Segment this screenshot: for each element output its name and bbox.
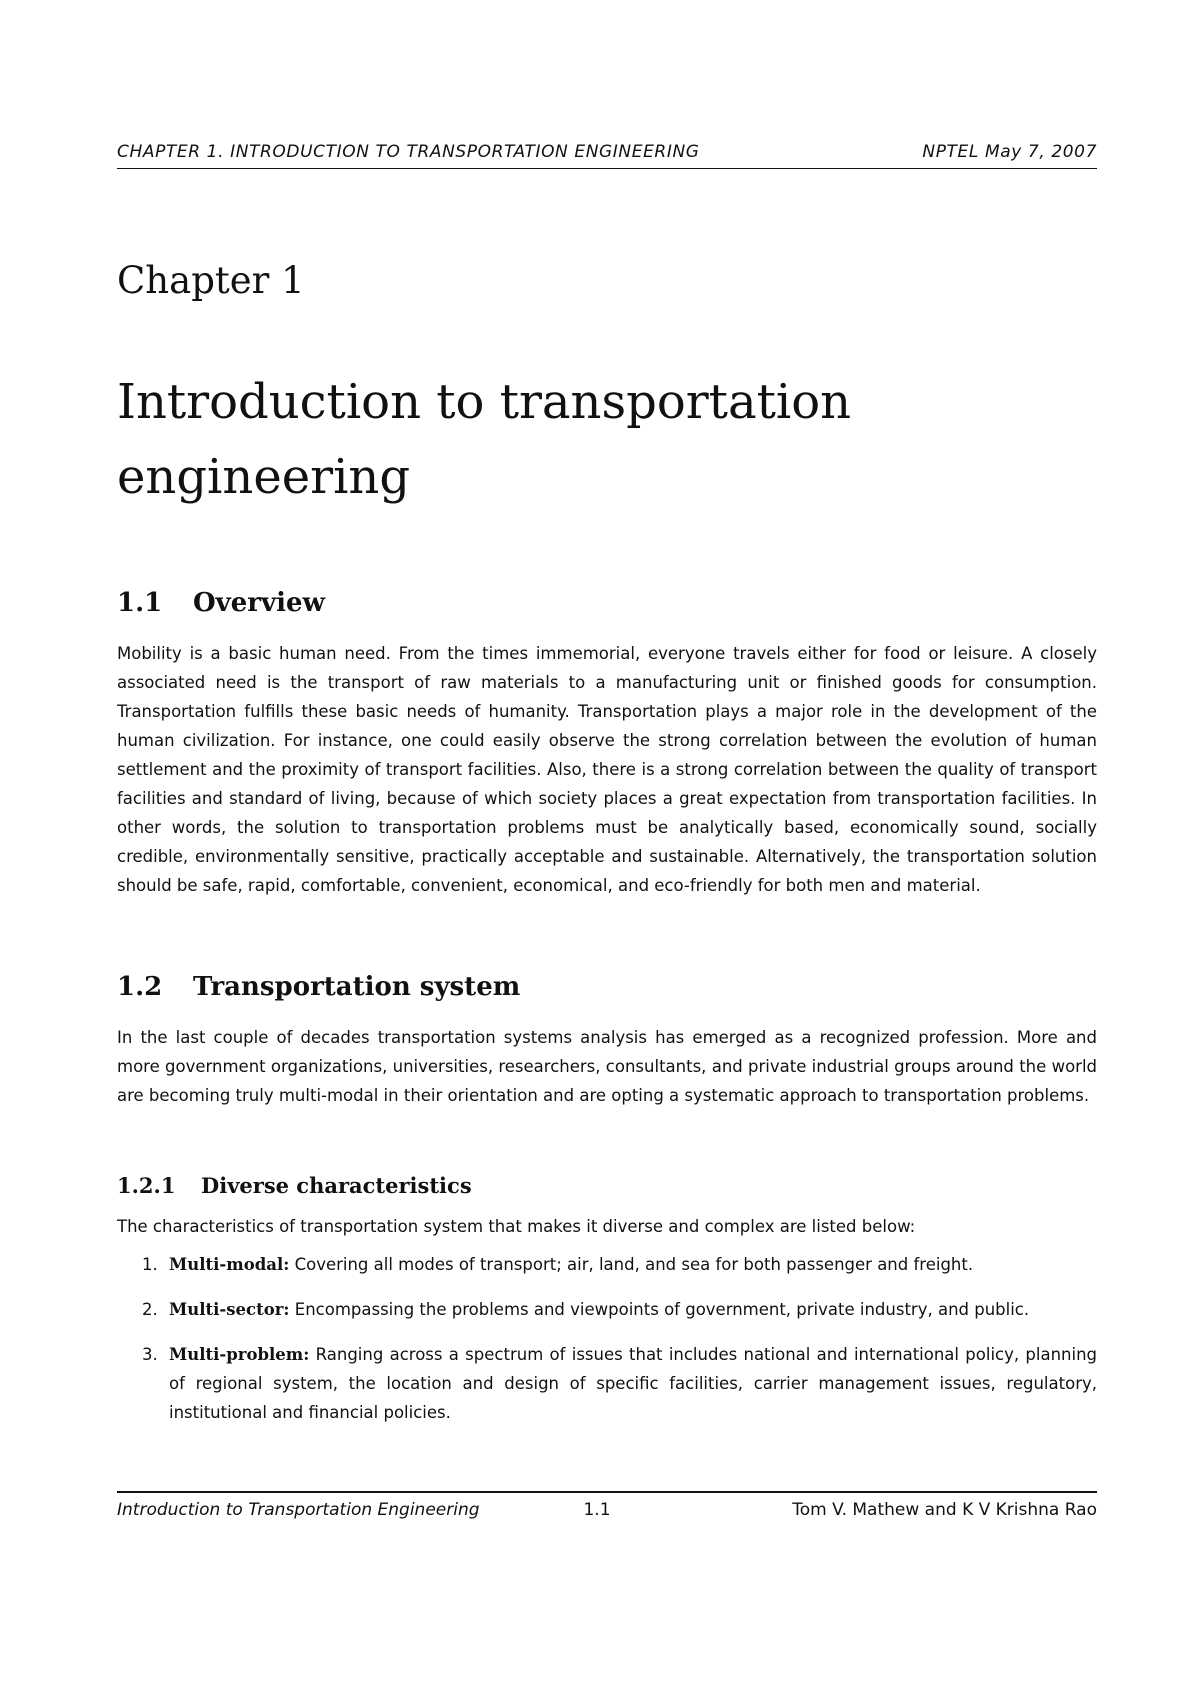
- chapter-title: Introduction to transportation engineering: [117, 374, 852, 505]
- chapter-label: Chapter 1: [117, 259, 305, 302]
- transportation-system-paragraph: In the last couple of decades transportation systems analysis has emerged as a recognized profession. More and more government organizations, universities, researchers, consultants, and private industrial groups around the world are becoming truly multi-modal in their orientation and are opting a systematic approach to transportation problems.: [117, 1028, 1097, 1105]
- section-title: Overview: [193, 588, 325, 618]
- overview-paragraph: Mobility is a basic human need. From the times immemorial, everyone travels either for food or leisure. A closely associated need is the transport of raw materials to a manufacturing unit or finished goods for consumption. Transportation fulfills these basic needs of humanity. Transportation plays a major role in the development of the human civilization. For instance, one could easily observe the strong correlation between the evolution of human settlement and the proximity of transport facilities. Also, there is a strong correlation between the quality of transport facilities and standard of living, because of which society places a great expectation from transportation facilities. In other words, the solution to transportation problems must be analytically based, economically sound, socially credible, environmentally sensitive, practically acceptable and sustainable. Alternatively, the transportation solution should be safe, rapid, comfortable, convenient, economical, and eco-friendly for both men and material.: [117, 644, 1097, 895]
- subsection-number: 1.2.1: [117, 1173, 176, 1198]
- list-text: Covering all modes of transport; air, land, and sea for both passenger and freight.: [294, 1255, 974, 1274]
- running-header-date: NPTEL May 7, 2007: [922, 142, 1097, 162]
- section-number: 1.2: [117, 972, 163, 1002]
- list-item: [117, 1250, 1097, 1279]
- section-title: Transportation system: [193, 972, 521, 1002]
- list-marker: 3.: [142, 1345, 158, 1364]
- list-marker: 2.: [142, 1300, 158, 1319]
- list-term: Multi-modal:: [169, 1255, 290, 1274]
- running-footer: [117, 1500, 1097, 1520]
- footer-rule: [117, 1491, 1097, 1493]
- list-marker: 1.: [142, 1255, 158, 1274]
- footer-book-title: Introduction to Transportation Engineering: [117, 1500, 480, 1520]
- characteristics-list: [117, 1250, 1097, 1443]
- document-page: [117, 0, 1097, 1698]
- subsection-title: Diverse characteristics: [201, 1173, 472, 1198]
- footer-authors: Tom V. Mathew and K V Krishna Rao: [792, 1500, 1097, 1520]
- list-term: Multi-problem:: [169, 1345, 310, 1364]
- list-item: [117, 1295, 1097, 1324]
- subsection-heading-diverse-characteristics: [117, 1175, 472, 1196]
- list-item: [117, 1340, 1097, 1427]
- list-text: Ranging across a spectrum of issues that includes national and international policy, planning of regional system, the location and design of specific facilities, carrier management issues, regulatory, institutional and financial policies.: [169, 1345, 1097, 1422]
- running-header: [117, 142, 1097, 162]
- header-rule: [117, 168, 1097, 169]
- list-term: Multi-sector:: [169, 1300, 290, 1319]
- characteristics-intro: The characteristics of transportation system that makes it diverse and complex are listed below:: [117, 1217, 916, 1236]
- section-number: 1.1: [117, 588, 163, 618]
- running-header-chapter: CHAPTER 1. INTRODUCTION TO TRANSPORTATION ENGINEERING: [117, 142, 700, 162]
- list-text: Encompassing the problems and viewpoints of government, private industry, and public.: [294, 1300, 1030, 1319]
- footer-page-number: 1.1: [583, 1500, 611, 1520]
- section-heading-overview: [117, 590, 325, 616]
- section-heading-transportation-system: [117, 974, 520, 1000]
